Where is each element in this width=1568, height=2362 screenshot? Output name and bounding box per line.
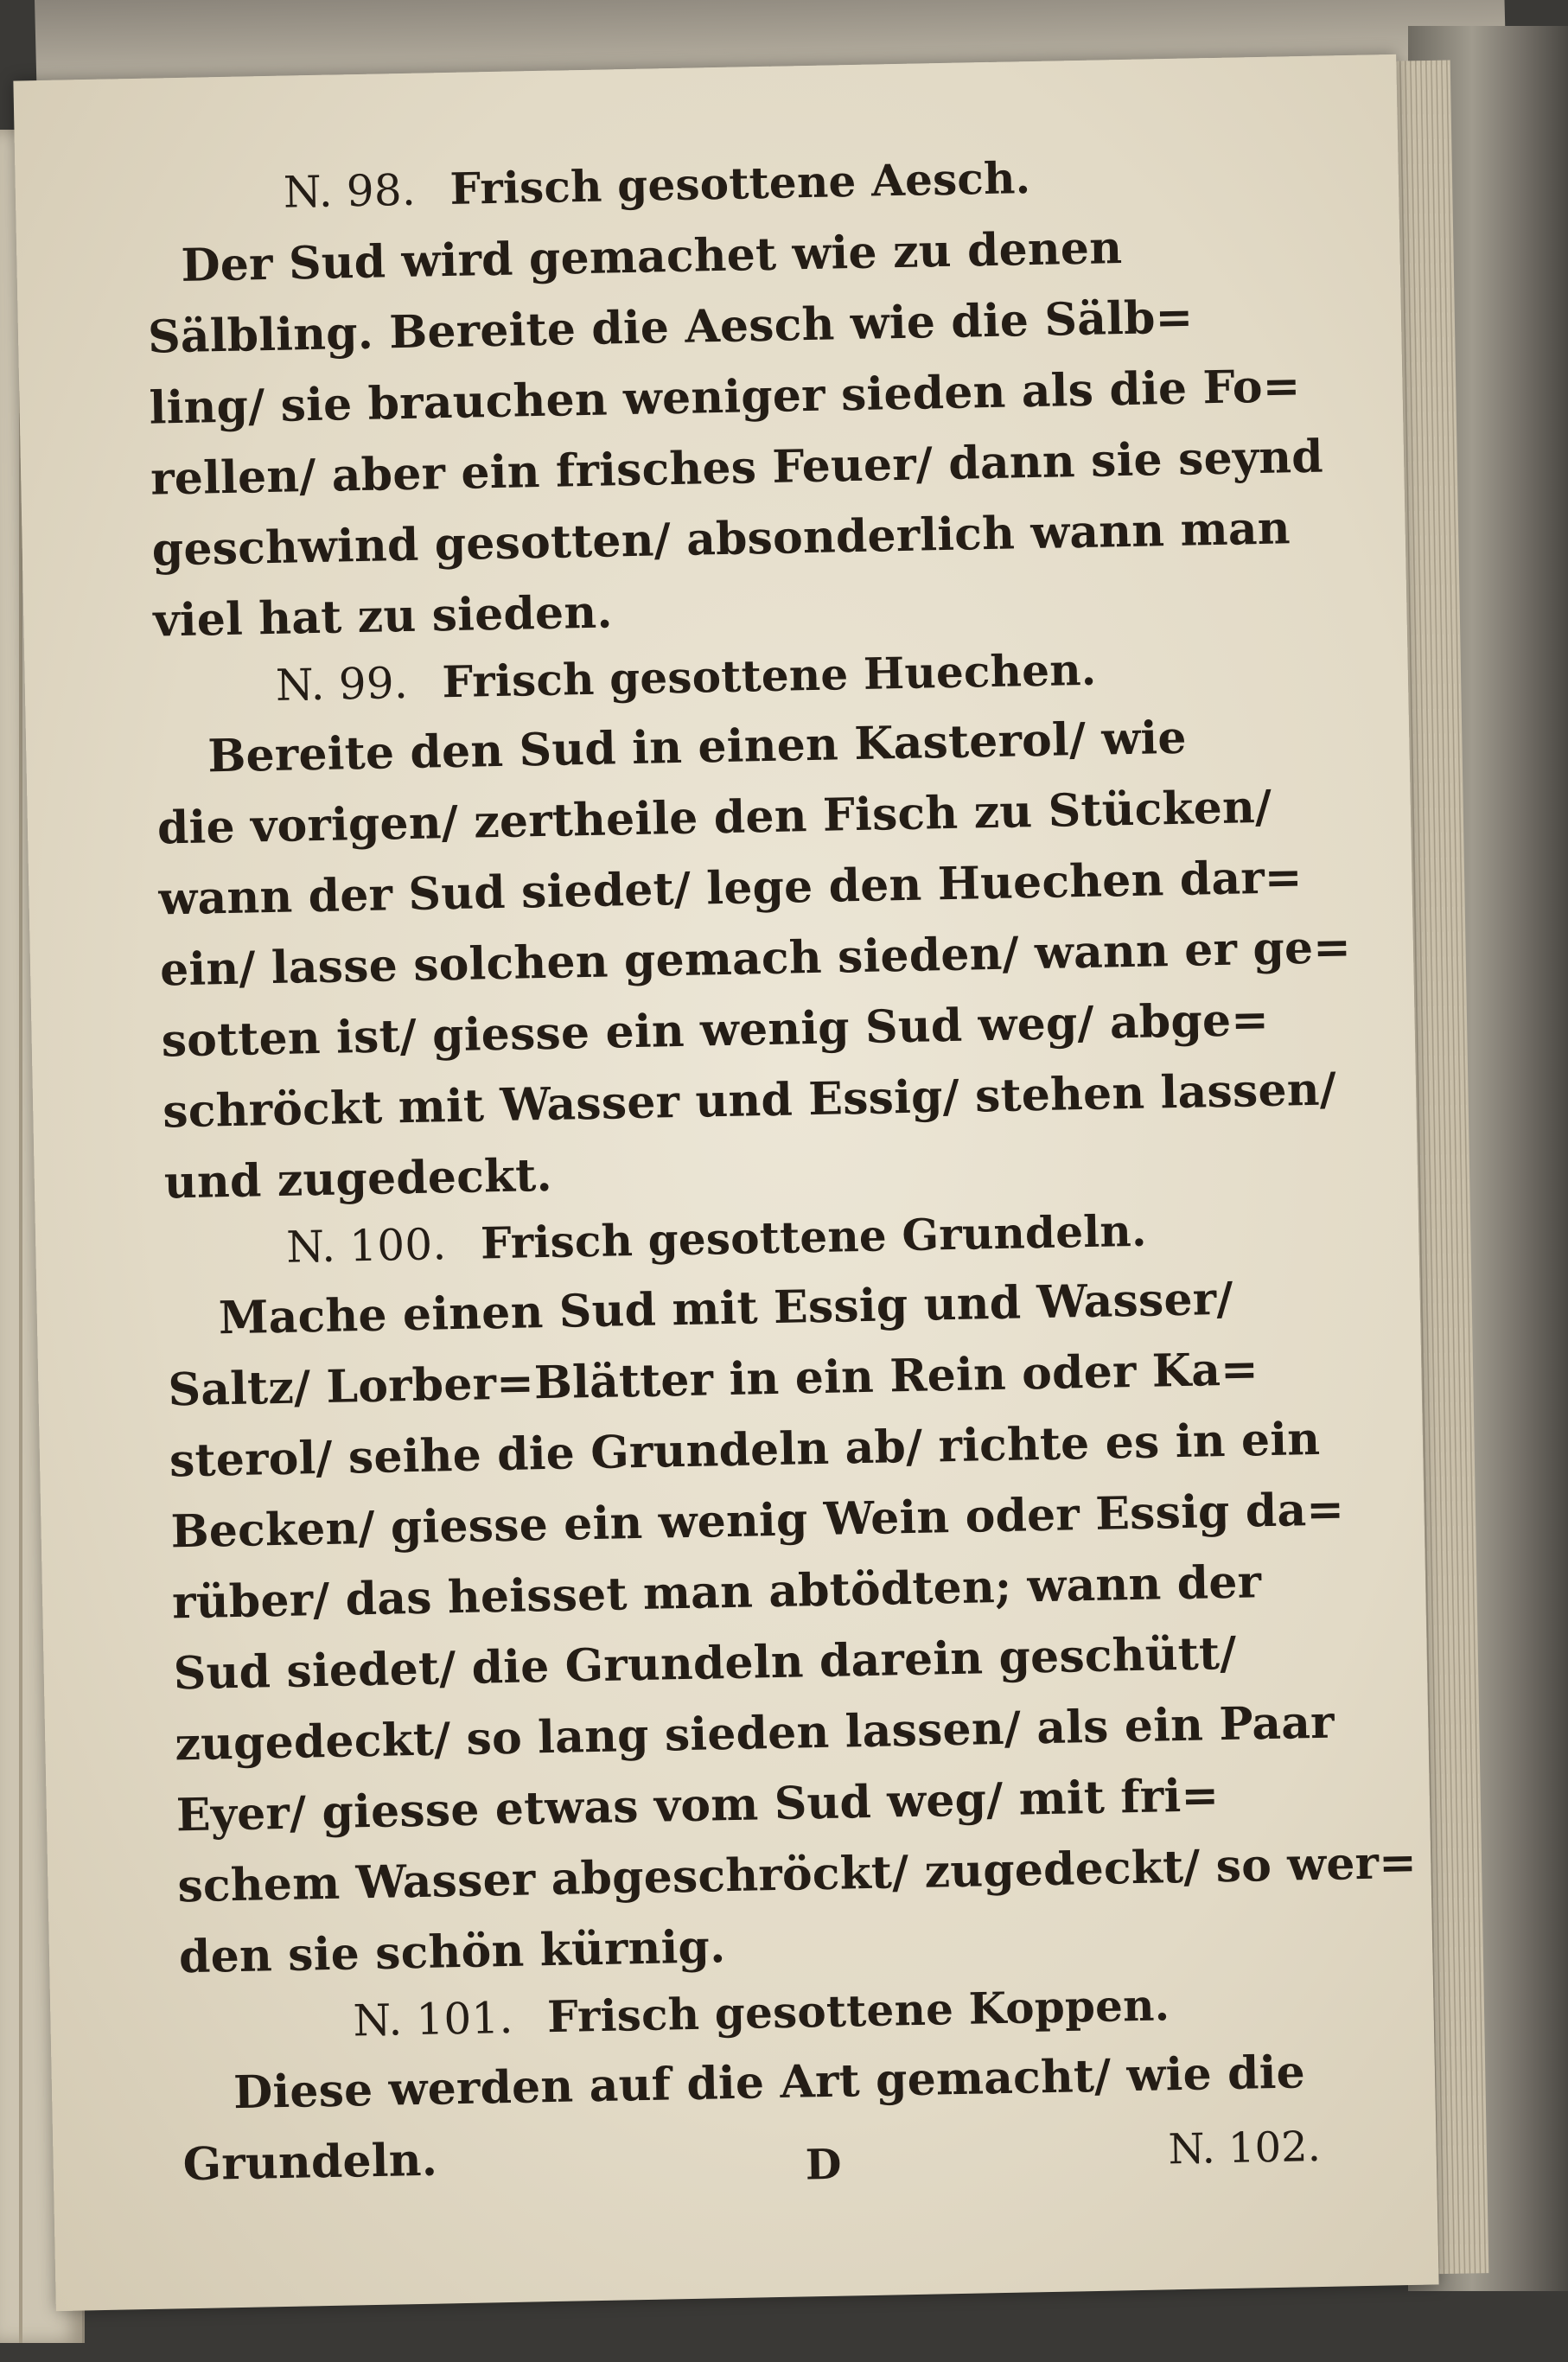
text-line: viel hat zu sieden. <box>152 585 614 648</box>
section-number: N. 99. <box>275 657 409 711</box>
section-number: N. 100. <box>285 1219 447 1273</box>
text-line: Mache einen Sud mit Essig und Wasser/ <box>218 1272 1234 1345</box>
text-line: rellen/ aber ein frisches Feuer/ dann sie seynd <box>150 430 1324 506</box>
section-number: N. 98. <box>283 164 417 218</box>
signature-mark: D <box>805 2140 842 2190</box>
section-title: Frisch gesottene Huechen. <box>441 643 1097 708</box>
text-line: Saltz/ Lorber=Blätter in ein Rein oder Ka= <box>167 1343 1259 1417</box>
text-line: den sie schön kürnig. <box>178 1920 726 1984</box>
text-line: geschwind gesotten/ absonderlich wann man <box>151 501 1291 577</box>
section-title: Frisch gesottene Grundeln. <box>480 1204 1148 1269</box>
text-line: zugedeckt/ so lang sieden lassen/ als ein Paar <box>174 1695 1335 1772</box>
section-heading <box>352 1979 1170 2046</box>
text-line: Sälbling. Bereite die Aesch wie die Sälb= <box>147 290 1194 364</box>
page-text <box>144 151 1418 2192</box>
section-heading <box>285 1204 1148 1273</box>
catchword: N. 102. <box>1168 2123 1322 2174</box>
text-line: Diese werden auf die Art gemacht/ wie die <box>233 2046 1306 2120</box>
text-line: ein/ lasse solchen gemach sieden/ wann er ge= <box>159 921 1352 997</box>
text-line: Bereite den Sud in einen Kasterol/ wie <box>207 711 1188 783</box>
text-line: Der Sud wird gemachet wie zu denen <box>180 221 1123 292</box>
text-line: sterol/ seihe die Grundeln ab/ richte es in ein <box>169 1412 1321 1488</box>
text-line: die vorigen/ zertheile den Fisch zu Stücken/ <box>156 780 1272 855</box>
text-line: Becken/ giesse ein wenig Wein oder Essig da= <box>170 1483 1345 1559</box>
text-line: wann der Sud siedet/ lege den Huechen dar= <box>157 851 1303 926</box>
text-line: schröckt mit Wasser und Essig/ stehen lassen/ <box>162 1063 1337 1139</box>
section-heading <box>275 643 1097 711</box>
text-line: ling/ sie brauchen weniger sieden als die Fo= <box>149 360 1302 435</box>
section-heading <box>283 152 1031 218</box>
section-number: N. 101. <box>352 1992 514 2046</box>
text-line: sotten ist/ giesse ein wenig Sud weg/ abge= <box>161 993 1270 1068</box>
section-title: Frisch gesottene Aesch. <box>449 152 1031 214</box>
text-line: rüber/ das heisset man abtödten; wann der <box>171 1555 1262 1630</box>
text-line: Grundeln. <box>182 2133 438 2192</box>
text-line: Sud siedet/ die Grundeln darein geschütt/ <box>173 1626 1237 1701</box>
text-line: Eyer/ giesse etwas vom Sud weg/ mit fri= <box>175 1769 1220 1842</box>
book-page <box>13 54 1438 2311</box>
section-title: Frisch gesottene Koppen. <box>546 1979 1170 2043</box>
text-line: schem Wasser abgeschröckt/ zugedeckt/ so wer= <box>176 1835 1418 1913</box>
text-line: und zugedeckt. <box>163 1148 553 1210</box>
